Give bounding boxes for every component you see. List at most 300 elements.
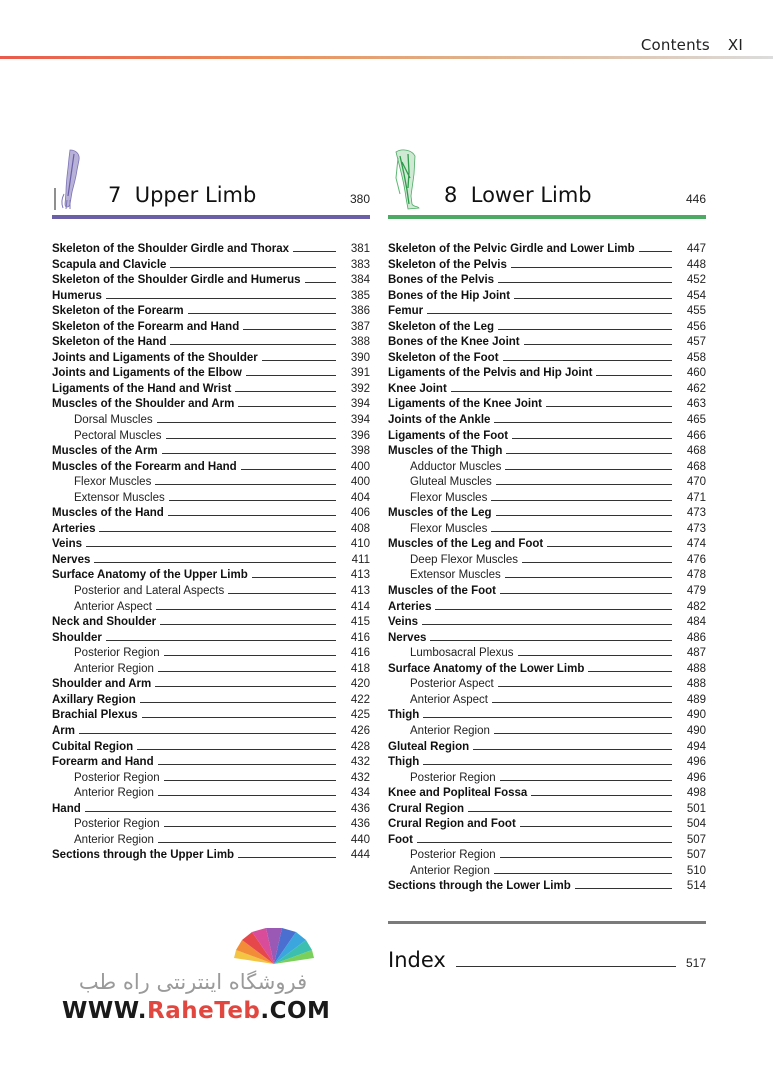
- toc-entry-label: Muscles of the Leg: [388, 507, 492, 520]
- toc-entry-label: Thigh: [388, 709, 420, 722]
- toc-entry[interactable]: [388, 396, 706, 412]
- dot-leader: [494, 412, 672, 423]
- toc-entry-page: 488: [686, 662, 706, 675]
- toc-entry-page: 490: [686, 724, 706, 737]
- toc-entry[interactable]: [388, 661, 706, 677]
- lower-limb-figure-icon: [388, 148, 422, 210]
- toc-entry[interactable]: [388, 303, 706, 319]
- chapter-column-lower-limb: [388, 140, 706, 894]
- toc-entry-label: Posterior Region: [410, 771, 496, 784]
- toc-entry-page: 408: [350, 522, 370, 535]
- toc-entry-label: Ligaments of the Knee Joint: [388, 398, 542, 411]
- dot-leader: [427, 303, 672, 314]
- toc-subentry[interactable]: [52, 645, 370, 661]
- toc-entry-page: 507: [686, 833, 706, 846]
- toc-subentry[interactable]: [52, 490, 370, 506]
- toc-entry-page: 404: [350, 491, 370, 504]
- toc-entry[interactable]: [52, 443, 370, 459]
- toc-entry[interactable]: [388, 754, 706, 770]
- toc-subentry[interactable]: [52, 583, 370, 599]
- dot-leader: [160, 614, 336, 625]
- toc-entry-label: Bones of the Hip Joint: [388, 289, 511, 302]
- dot-leader: [158, 661, 336, 672]
- toc-entry-label: Extensor Muscles: [410, 569, 501, 582]
- dot-leader: [94, 552, 336, 563]
- toc-entry[interactable]: [388, 707, 706, 723]
- toc-entry-page: 406: [350, 507, 370, 520]
- toc-entry[interactable]: [388, 412, 706, 428]
- toc-entry-label: Bones of the Pelvis: [388, 274, 495, 287]
- toc-entry[interactable]: [52, 723, 370, 739]
- toc-entry-label: Surface Anatomy of the Lower Limb: [388, 662, 585, 675]
- dot-leader: [158, 785, 336, 796]
- dot-leader: [252, 567, 336, 578]
- toc-subentry[interactable]: [388, 863, 706, 879]
- toc-entry[interactable]: [52, 692, 370, 708]
- toc-entry[interactable]: [52, 614, 370, 630]
- toc-entry-page: 473: [686, 522, 706, 535]
- toc-entry[interactable]: [388, 816, 706, 832]
- toc-entry-label: Axillary Region: [52, 693, 136, 706]
- toc-entry[interactable]: [388, 832, 706, 848]
- toc-entry[interactable]: [52, 847, 370, 863]
- toc-entry-label: Cubital Region: [52, 740, 134, 753]
- toc-entry-label: Humerus: [52, 289, 102, 302]
- toc-entry-label: Muscles of the Hand: [52, 507, 164, 520]
- toc-entry-label: Anterior Aspect: [410, 693, 488, 706]
- toc-entry-label: Muscles of the Thigh: [388, 445, 503, 458]
- section-title: Contents: [640, 36, 710, 54]
- toc-entry[interactable]: [388, 241, 706, 257]
- toc-entry-label: Skeleton of the Forearm: [52, 305, 184, 318]
- index-page-number: 517: [685, 956, 706, 970]
- toc-entry-label: Posterior Aspect: [410, 678, 494, 691]
- dot-leader: [170, 257, 336, 268]
- dot-leader: [575, 878, 672, 889]
- toc-entry[interactable]: [52, 676, 370, 692]
- toc-subentry[interactable]: [52, 770, 370, 786]
- toc-entry-page: 456: [686, 320, 706, 333]
- chapter-title: [444, 183, 592, 207]
- toc-entry-page: 473: [686, 507, 706, 520]
- toc-entry[interactable]: [388, 505, 706, 521]
- toc-entry[interactable]: [52, 505, 370, 521]
- chapter-page-number: 380: [349, 192, 370, 206]
- toc-entry-label: Muscles of the Leg and Foot: [388, 538, 544, 551]
- toc-entry-label: Skeleton of the Leg: [388, 320, 495, 333]
- toc-entry-label: Flexor Muscles: [410, 522, 488, 535]
- rainbow-book-fan-icon: [228, 918, 320, 968]
- toc-entry-page: 436: [350, 802, 370, 815]
- toc-entry-page: 454: [686, 289, 706, 302]
- toc-entry[interactable]: [388, 785, 706, 801]
- toc-entry-page: 487: [686, 647, 706, 660]
- dot-leader: [491, 490, 672, 501]
- toc-subentry[interactable]: [52, 428, 370, 444]
- toc-entry-page: 452: [686, 274, 706, 287]
- dot-leader: [188, 303, 336, 314]
- toc-entry-label: Knee Joint: [388, 382, 447, 395]
- toc-subentry[interactable]: [388, 552, 706, 568]
- toc-entry[interactable]: [52, 567, 370, 583]
- toc-entry[interactable]: [388, 801, 706, 817]
- toc-entry-label: Posterior Region: [74, 771, 160, 784]
- dot-leader: [588, 661, 672, 672]
- dot-leader: [498, 272, 672, 283]
- dot-leader: [500, 847, 672, 858]
- toc-entry-label: Sections through the Lower Limb: [388, 880, 571, 893]
- dot-leader: [451, 381, 672, 392]
- dot-leader: [500, 770, 672, 781]
- toc-entry-label: Shoulder: [52, 631, 102, 644]
- toc-entry-page: 398: [350, 445, 370, 458]
- toc-subentry[interactable]: [388, 770, 706, 786]
- dot-leader: [505, 567, 672, 578]
- toc-entry[interactable]: [52, 707, 370, 723]
- dot-leader: [293, 241, 336, 252]
- toc-entry-page: 414: [350, 600, 370, 613]
- toc-entry-label: Skeleton of the Shoulder Girdle and Humerus: [52, 274, 301, 287]
- toc-entry-label: Brachial Plexus: [52, 709, 138, 722]
- toc-entry[interactable]: [52, 288, 370, 304]
- dot-leader: [417, 832, 672, 843]
- toc-entry-page: 489: [686, 693, 706, 706]
- toc-entry-label: Surface Anatomy of the Upper Limb: [52, 569, 248, 582]
- toc-entry-page: 490: [686, 709, 706, 722]
- dot-leader: [546, 396, 672, 407]
- chapter-number: 7: [108, 183, 122, 207]
- toc-entry-page: 432: [350, 771, 370, 784]
- toc-entry-label: Hand: [52, 802, 81, 815]
- dot-leader: [106, 288, 336, 299]
- toc-entry[interactable]: [388, 583, 706, 599]
- toc-entry-label: Anterior Aspect: [74, 600, 152, 613]
- toc-entry[interactable]: [52, 552, 370, 568]
- toc-entry[interactable]: [388, 272, 706, 288]
- toc-entry-label: Posterior and Lateral Aspects: [74, 585, 225, 598]
- toc-entry-label: Nerves: [388, 631, 427, 644]
- toc-entry-label: Joints and Ligaments of the Elbow: [52, 367, 242, 380]
- toc-entry-label: Foot: [388, 833, 413, 846]
- dot-leader: [468, 801, 672, 812]
- toc-subentry[interactable]: [388, 490, 706, 506]
- toc-entry-label: Forearm and Hand: [52, 756, 154, 769]
- index-entry[interactable]: [388, 948, 706, 972]
- toc-entry[interactable]: [388, 334, 706, 350]
- toc-entry-page: 383: [350, 258, 370, 271]
- toc-entry-page: 400: [350, 476, 370, 489]
- toc-entry-page: 392: [350, 382, 370, 395]
- toc-subentry[interactable]: [52, 785, 370, 801]
- dot-leader: [246, 365, 336, 376]
- dot-leader: [514, 288, 672, 299]
- toc-entry[interactable]: [52, 630, 370, 646]
- dot-leader: [155, 474, 336, 485]
- dot-leader: [496, 505, 672, 516]
- toc-entry[interactable]: [388, 443, 706, 459]
- toc-entry-page: 471: [686, 491, 706, 504]
- dot-leader: [422, 614, 672, 625]
- dot-leader: [86, 536, 336, 547]
- toc-entry[interactable]: [52, 801, 370, 817]
- toc-entry[interactable]: [52, 303, 370, 319]
- dot-leader: [241, 459, 336, 470]
- dot-leader: [164, 645, 336, 656]
- toc-entry-label: Gluteal Muscles: [410, 476, 492, 489]
- url-suffix: .COM: [260, 998, 331, 1024]
- dot-leader: [435, 599, 672, 610]
- toc-entry-label: Anterior Region: [74, 833, 154, 846]
- toc-entry-label: Anterior Region: [74, 662, 154, 675]
- toc-entry[interactable]: [52, 521, 370, 537]
- toc-subentry[interactable]: [52, 832, 370, 848]
- dot-leader: [162, 443, 336, 454]
- dot-leader: [262, 350, 336, 361]
- toc-entry-label: Skeleton of the Shoulder Girdle and Thorax: [52, 243, 290, 255]
- toc-entry-label: Arteries: [52, 522, 96, 535]
- toc-subentry[interactable]: [388, 459, 706, 475]
- toc-entry[interactable]: [388, 350, 706, 366]
- toc-entry-label: Joints and Ligaments of the Shoulder: [52, 351, 258, 364]
- toc-subentry[interactable]: [388, 676, 706, 692]
- dot-leader: [164, 816, 336, 827]
- toc-entry-label: Adductor Muscles: [410, 460, 502, 473]
- toc-entry-page: 447: [686, 243, 706, 255]
- toc-entry-page: 510: [686, 864, 706, 877]
- dot-leader: [456, 952, 676, 967]
- dot-leader: [494, 863, 672, 874]
- toc-list: [52, 241, 370, 863]
- toc-entry-label: Anterior Region: [410, 864, 490, 877]
- dot-leader: [156, 599, 336, 610]
- dot-leader: [503, 350, 672, 361]
- toc-entry-page: 504: [686, 818, 706, 831]
- toc-entry-label: Anterior Region: [74, 787, 154, 800]
- toc-entry[interactable]: [388, 536, 706, 552]
- toc-entry[interactable]: [52, 381, 370, 397]
- toc-entry-label: Scapula and Clavicle: [52, 258, 167, 271]
- dot-leader: [531, 785, 672, 796]
- dot-leader: [505, 459, 672, 470]
- toc-entry-page: 387: [350, 320, 370, 333]
- toc-entry-label: Pectoral Muscles: [74, 429, 162, 442]
- chapter-name: Upper Limb: [134, 183, 257, 207]
- dot-leader: [522, 552, 672, 563]
- toc-subentry[interactable]: [388, 567, 706, 583]
- chapter-header: [52, 140, 370, 220]
- toc-entry[interactable]: [388, 319, 706, 335]
- toc-entry-page: 496: [686, 756, 706, 769]
- toc-entry-page: 468: [686, 445, 706, 458]
- toc-subentry[interactable]: [52, 661, 370, 677]
- toc-subentry[interactable]: [52, 816, 370, 832]
- toc-entry-label: Skeleton of the Pelvis: [388, 258, 507, 271]
- index-label: Index: [388, 948, 446, 972]
- toc-entry[interactable]: [52, 365, 370, 381]
- toc-entry-label: Extensor Muscles: [74, 491, 165, 504]
- toc-entry-page: 482: [686, 600, 706, 613]
- toc-entry-page: 416: [350, 647, 370, 660]
- dot-leader: [639, 241, 672, 252]
- toc-subentry[interactable]: [52, 599, 370, 615]
- toc-entry-label: Posterior Region: [410, 849, 496, 862]
- toc-entry-label: Veins: [388, 616, 419, 629]
- toc-subentry[interactable]: [52, 474, 370, 490]
- toc-entry[interactable]: [388, 257, 706, 273]
- toc-entry-label: Arm: [52, 724, 76, 737]
- toc-entry-page: 484: [686, 616, 706, 629]
- toc-entry[interactable]: [388, 739, 706, 755]
- url-prefix: WWW.: [62, 998, 147, 1024]
- toc-subentry[interactable]: [388, 645, 706, 661]
- toc-entry-label: Lumbosacral Plexus: [410, 647, 514, 660]
- dot-leader: [168, 505, 336, 516]
- toc-subentry[interactable]: [388, 474, 706, 490]
- toc-entry[interactable]: [388, 614, 706, 630]
- toc-entry[interactable]: [52, 257, 370, 273]
- toc-entry-label: Crural Region: [388, 802, 465, 815]
- toc-entry-page: 394: [350, 398, 370, 411]
- toc-entry-label: Neck and Shoulder: [52, 616, 157, 629]
- toc-subentry[interactable]: [388, 692, 706, 708]
- toc-entry-page: 426: [350, 724, 370, 737]
- toc-entry[interactable]: [52, 319, 370, 335]
- toc-entry-page: 390: [350, 351, 370, 364]
- toc-entry-label: Skeleton of the Pelvic Girdle and Lower Limb: [388, 243, 635, 255]
- toc-entry-label: Muscles of the Foot: [388, 585, 496, 598]
- toc-entry-page: 410: [350, 538, 370, 551]
- toc-entry[interactable]: [52, 739, 370, 755]
- toc-entry-label: Veins: [52, 538, 83, 551]
- toc-entry-page: 460: [686, 367, 706, 380]
- toc-subentry[interactable]: [388, 521, 706, 537]
- toc-entry[interactable]: [52, 754, 370, 770]
- toc-entry-page: 413: [350, 569, 370, 582]
- dot-leader: [430, 630, 672, 641]
- toc-entry-label: Bones of the Knee Joint: [388, 336, 520, 349]
- toc-entry-label: Joints of the Ankle: [388, 414, 491, 427]
- toc-entry[interactable]: [388, 878, 706, 894]
- toc-entry-label: Femur: [388, 305, 424, 318]
- toc-entry-page: 496: [686, 771, 706, 784]
- dot-leader: [506, 443, 672, 454]
- toc-entry-page: 386: [350, 305, 370, 318]
- toc-subentry[interactable]: [388, 723, 706, 739]
- toc-entry[interactable]: [52, 272, 370, 288]
- toc-entry[interactable]: [388, 599, 706, 615]
- toc-subentry[interactable]: [52, 412, 370, 428]
- chapter-number: 8: [444, 183, 458, 207]
- toc-entry-label: Skeleton of the Foot: [388, 351, 499, 364]
- toc-entry-page: 448: [686, 258, 706, 271]
- toc-entry[interactable]: [388, 365, 706, 381]
- dot-leader: [496, 474, 672, 485]
- toc-entry-page: 488: [686, 678, 706, 691]
- toc-entry-page: 501: [686, 802, 706, 815]
- index-rule: [388, 921, 706, 924]
- running-head: [641, 36, 743, 54]
- dot-leader: [238, 396, 336, 407]
- toc-entry[interactable]: [52, 350, 370, 366]
- chapter-column-upper-limb: [52, 140, 370, 863]
- toc-entry-label: Posterior Region: [74, 647, 160, 660]
- toc-entry-label: Muscles of the Forearm and Hand: [52, 460, 237, 473]
- toc-entry-label: Thigh: [388, 756, 420, 769]
- dot-leader: [169, 490, 336, 501]
- dot-leader: [238, 847, 336, 858]
- toc-entry-label: Knee and Popliteal Fossa: [388, 787, 528, 800]
- toc-entry-page: 391: [350, 367, 370, 380]
- toc-entry-label: Nerves: [52, 553, 91, 566]
- dot-leader: [305, 272, 336, 283]
- toc-entry[interactable]: [388, 630, 706, 646]
- dot-leader: [512, 428, 672, 439]
- toc-entry-page: 466: [686, 429, 706, 442]
- toc-entry-page: 498: [686, 787, 706, 800]
- chapter-color-rule: [52, 215, 370, 219]
- watermark-url[interactable]: [62, 998, 331, 1024]
- dot-leader: [99, 521, 336, 532]
- toc-entry-page: 486: [686, 631, 706, 644]
- dot-leader: [142, 707, 336, 718]
- dot-leader: [500, 583, 672, 594]
- toc-entry-label: Ligaments of the Pelvis and Hip Joint: [388, 367, 593, 380]
- dot-leader: [79, 723, 336, 734]
- toc-entry[interactable]: [52, 396, 370, 412]
- toc-entry-page: 507: [686, 849, 706, 862]
- toc-entry-page: 432: [350, 756, 370, 769]
- dot-leader: [596, 365, 672, 376]
- dot-leader: [158, 832, 336, 843]
- toc-entry[interactable]: [52, 241, 370, 257]
- dot-leader: [155, 676, 336, 687]
- toc-entry-label: Muscles of the Arm: [52, 445, 158, 458]
- dot-leader: [524, 334, 672, 345]
- toc-entry-page: 494: [686, 740, 706, 753]
- toc-entry-label: Dorsal Muscles: [74, 414, 153, 427]
- dot-leader: [158, 754, 336, 765]
- toc-entry[interactable]: [52, 536, 370, 552]
- toc-subentry[interactable]: [388, 847, 706, 863]
- dot-leader: [235, 381, 336, 392]
- toc-entry[interactable]: [52, 459, 370, 475]
- toc-entry[interactable]: [388, 288, 706, 304]
- toc-entry-page: 415: [350, 616, 370, 629]
- dot-leader: [157, 412, 336, 423]
- toc-entry-label: Skeleton of the Hand: [52, 336, 167, 349]
- dot-leader: [547, 536, 672, 547]
- toc-entry-label: Flexor Muscles: [74, 476, 152, 489]
- toc-entry-page: 514: [686, 880, 706, 893]
- chapter-header: [388, 140, 706, 220]
- header-accent-rule: [0, 56, 773, 59]
- dot-leader: [492, 692, 672, 703]
- dot-leader: [106, 630, 336, 641]
- toc-entry-label: Crural Region and Foot: [388, 818, 516, 831]
- toc-entry-page: 434: [350, 787, 370, 800]
- toc-entry-page: 455: [686, 305, 706, 318]
- chapter-name: Lower Limb: [470, 183, 592, 207]
- dot-leader: [494, 723, 672, 734]
- toc-entry-label: Gluteal Region: [388, 740, 470, 753]
- toc-entry-page: 457: [686, 336, 706, 349]
- toc-entry[interactable]: [388, 428, 706, 444]
- chapter-page-number: 446: [685, 192, 706, 206]
- toc-entry[interactable]: [388, 381, 706, 397]
- toc-entry[interactable]: [52, 334, 370, 350]
- dot-leader: [491, 521, 672, 532]
- toc-entry-page: 436: [350, 818, 370, 831]
